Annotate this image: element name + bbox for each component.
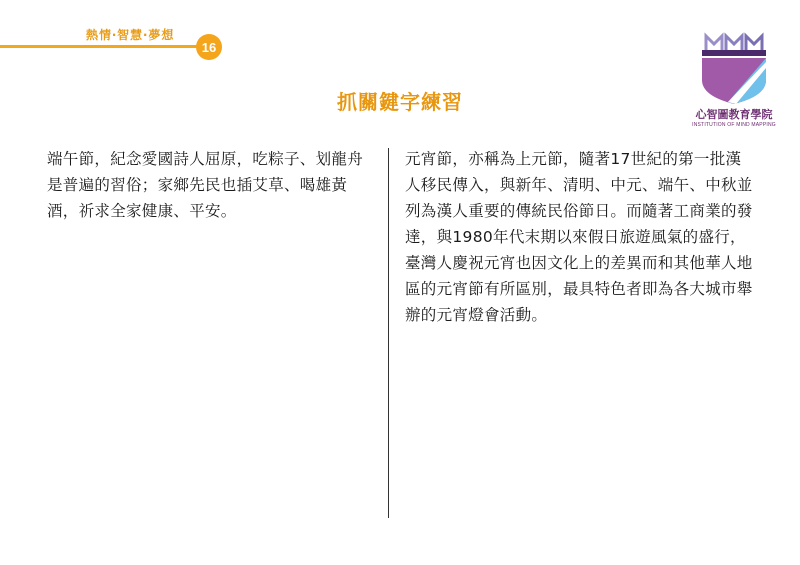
logo-shield-icon xyxy=(688,28,780,106)
institute-logo xyxy=(688,28,780,128)
logo-name: 心智圖教育學院 xyxy=(695,108,773,121)
logo-subtitle: INSTITUTION OF MIND MAPPING xyxy=(692,122,776,128)
header-tagline: 熱情‧智慧‧夢想 xyxy=(86,28,175,42)
left-paragraph: 端午節，紀念愛國詩人屈原，吃粽子、划龍舟是普遍的習俗；家鄉先民也插艾草、喝雄黃酒，祈求全家健康、平安。 xyxy=(47,150,364,220)
page-number-badge: 16 xyxy=(196,34,222,60)
header-rule xyxy=(0,45,205,48)
column-divider xyxy=(388,148,389,518)
right-paragraph: 元宵節，亦稱為上元節，隨著17世紀的第一批漢人移民傳入，與新年、清明、中元、端午、中秋並列為漢人重要的傳統民俗節日。而隨著工商業的發達，與1980年代末期以來假日旅遊風氣的盛行，臺灣人慶祝元宵也因文化上的差異而和其他華人地區的元宵節有所區別，最具特色者即為各大城市舉辦的元宵燈會活動。 xyxy=(405,150,753,324)
page-title: 抓關鍵字練習 xyxy=(337,90,463,114)
